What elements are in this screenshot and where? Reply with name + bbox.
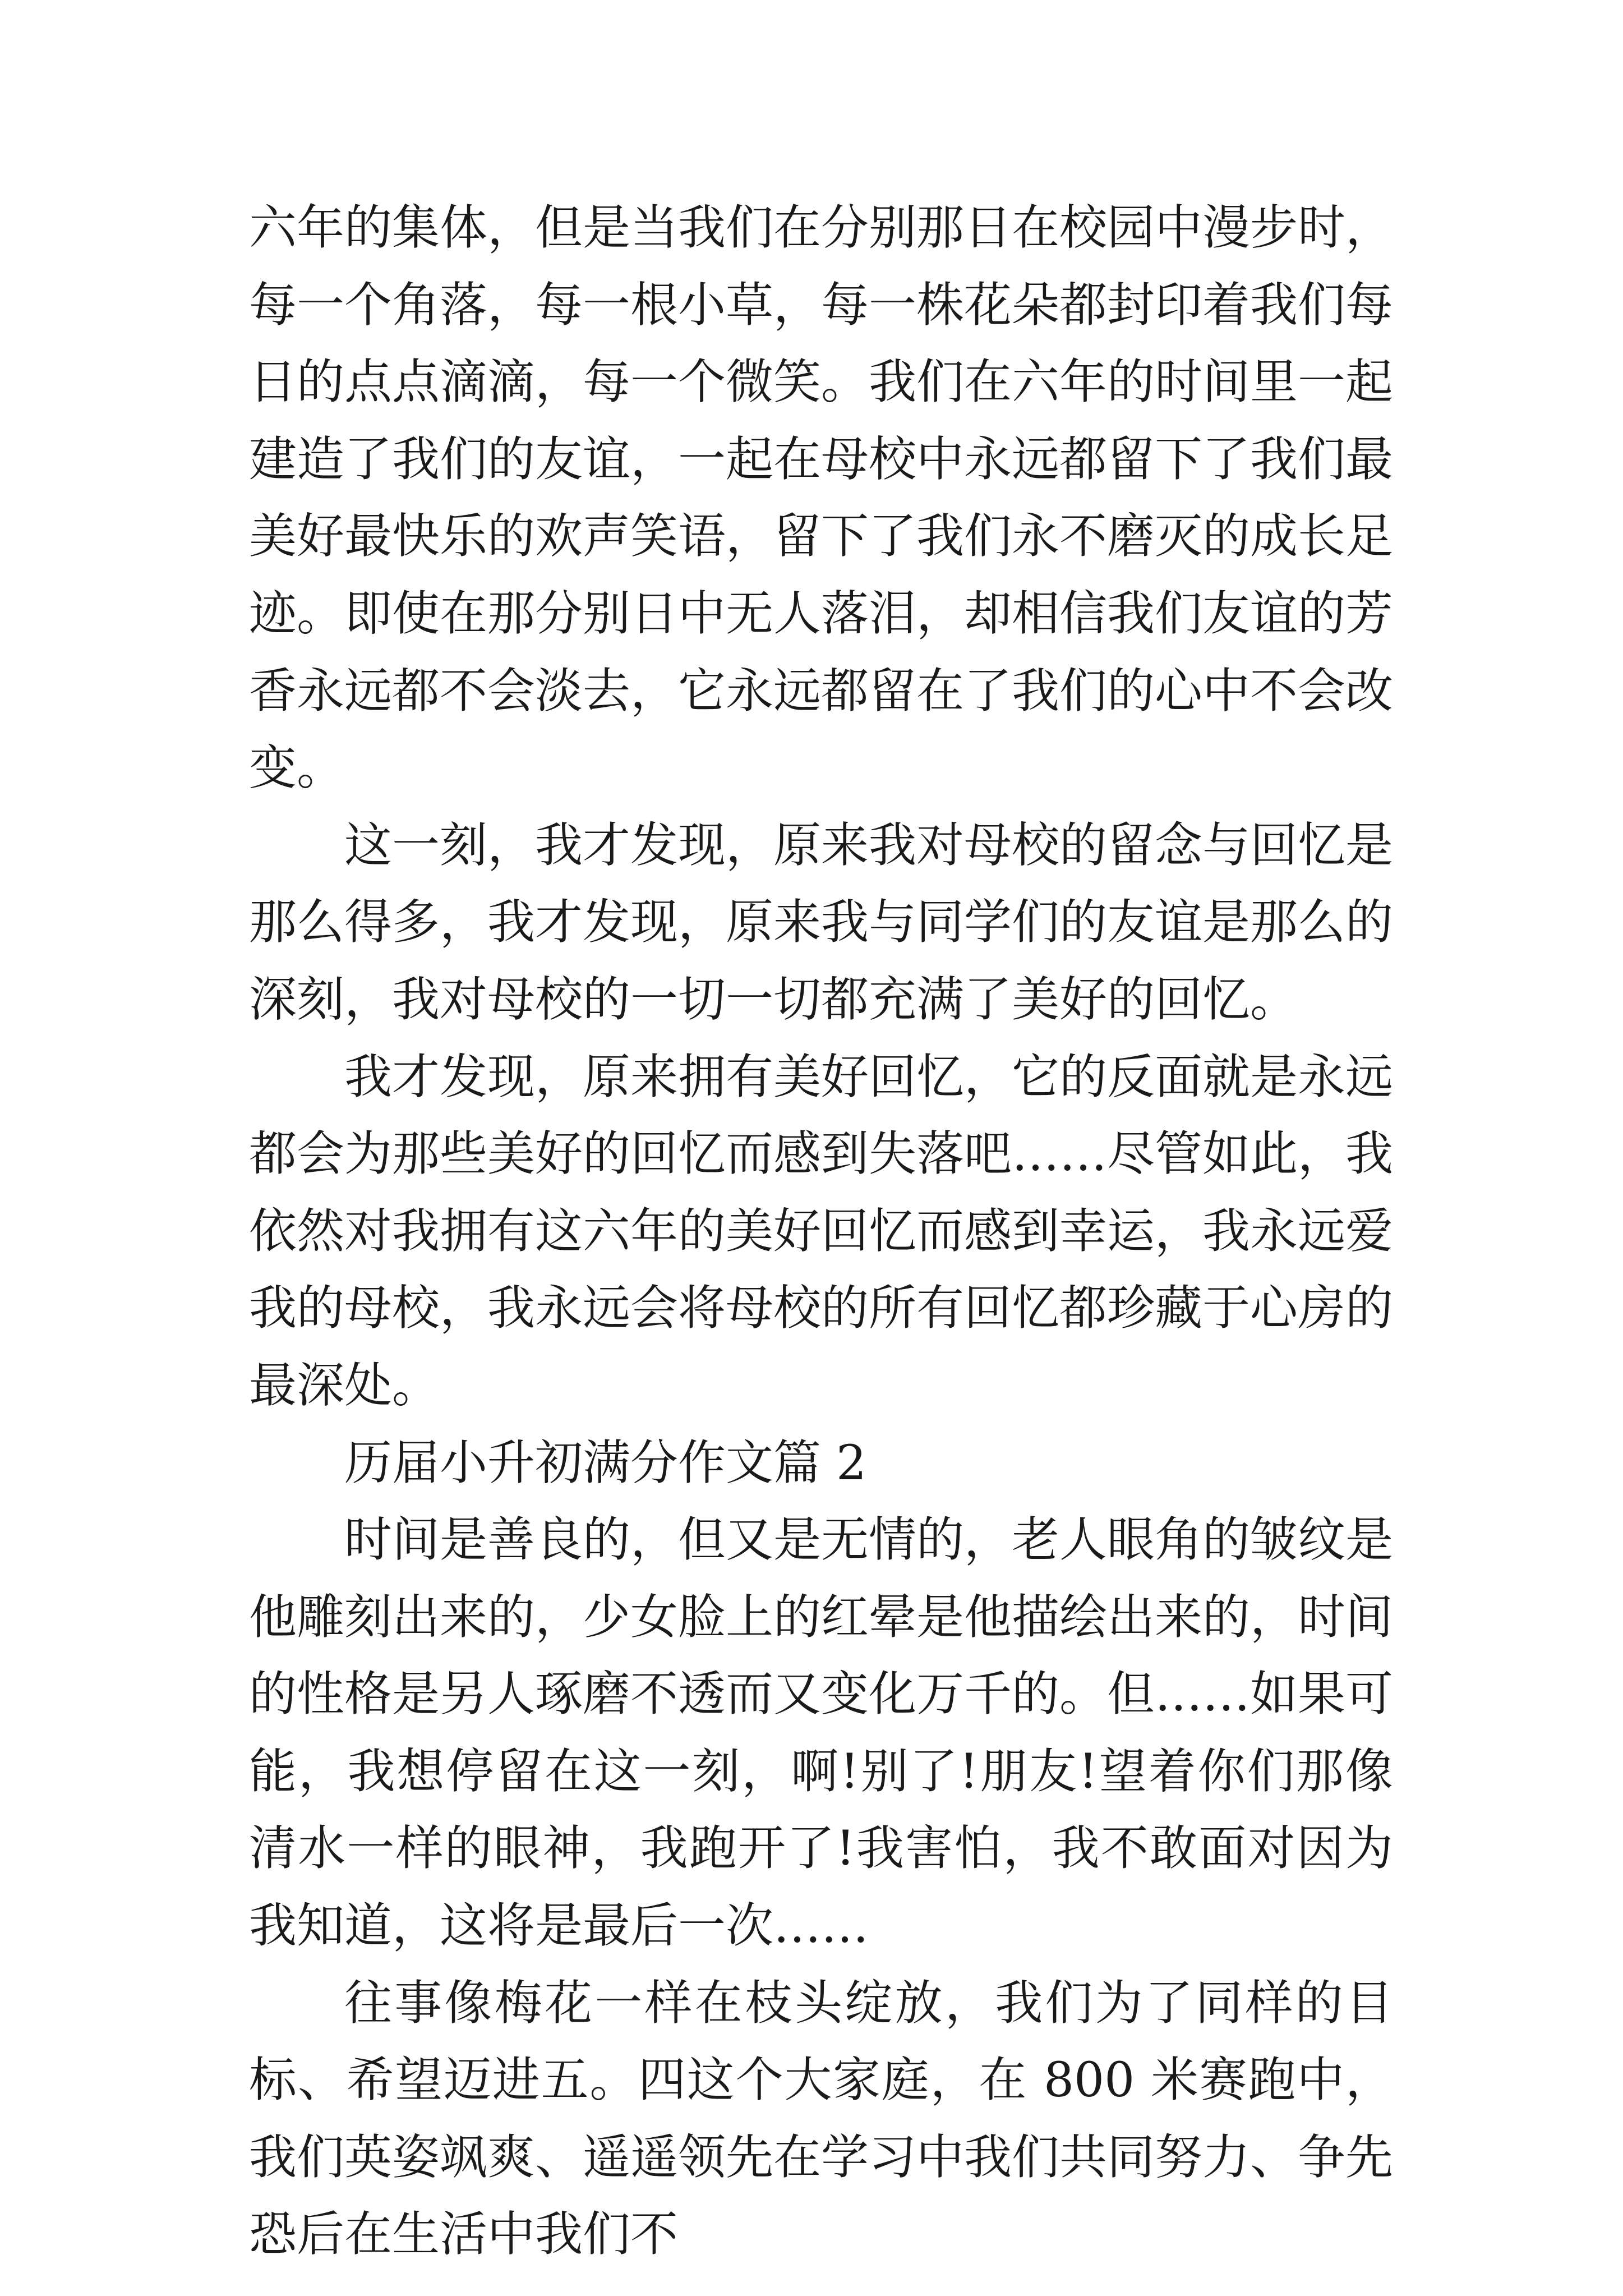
paragraph-continuation: 六年的集体，但是当我们在分别那日在校园中漫步时，每一个角落，每一根小草，每一株花朵都封印着我们每日的点点滴滴，每一个微笑。我们在六年的时间里一起建造了我们的友谊，一起在母校中永远都留下了我们最美好最快乐的欢声笑语，留下了我们永不磨灭的成长足迹。即使在那分别日中无人落泪，却相信我们友谊的芳香永远都不会淡去，它永远都留在了我们的心中不会改变。 [249,200,1394,797]
body-text [249,190,1393,2274]
paragraph: 这一刻，我才发现，原来我对母校的留念与回忆是那么得多，我才发现，原来我与同学们的友谊是那么的深刻，我对母校的一切一切都充满了美好的回忆。 [249,817,1394,1028]
paragraph: 往事像梅花一样在枝头绽放，我们为了同样的目标、希望迈进五。四这个大家庭，在 800 米赛跑中，我们英姿飒爽、遥遥领先在学习中我们共同努力、争先恐后在生活中我们不 [249,1975,1394,2263]
paragraph: 时间是善良的，但又是无情的，老人眼角的皱纹是他雕刻出来的，少女脸上的红晕是他描绘出来的，时间的性格是另人琢磨不透而又变化万千的。但……如果可能，我想停留在这一刻，啊!别了!朋友!望着你们那像清水一样的眼神，我跑开了!我害怕，我不敢面对因为我知道，这将是最后一次…… [249,1512,1394,1954]
paragraph: 我才发现，原来拥有美好回忆，它的反面就是永远都会为那些美好的回忆而感到失落吧……尽管如此，我依然对我拥有这六年的美好回忆而感到幸运，我永远爱我的母校，我永远会将母校的所有回忆都珍藏于心房的最深处。 [249,1049,1394,1414]
section-heading: 历届小升初满分作文篇 2 [344,1435,867,1491]
